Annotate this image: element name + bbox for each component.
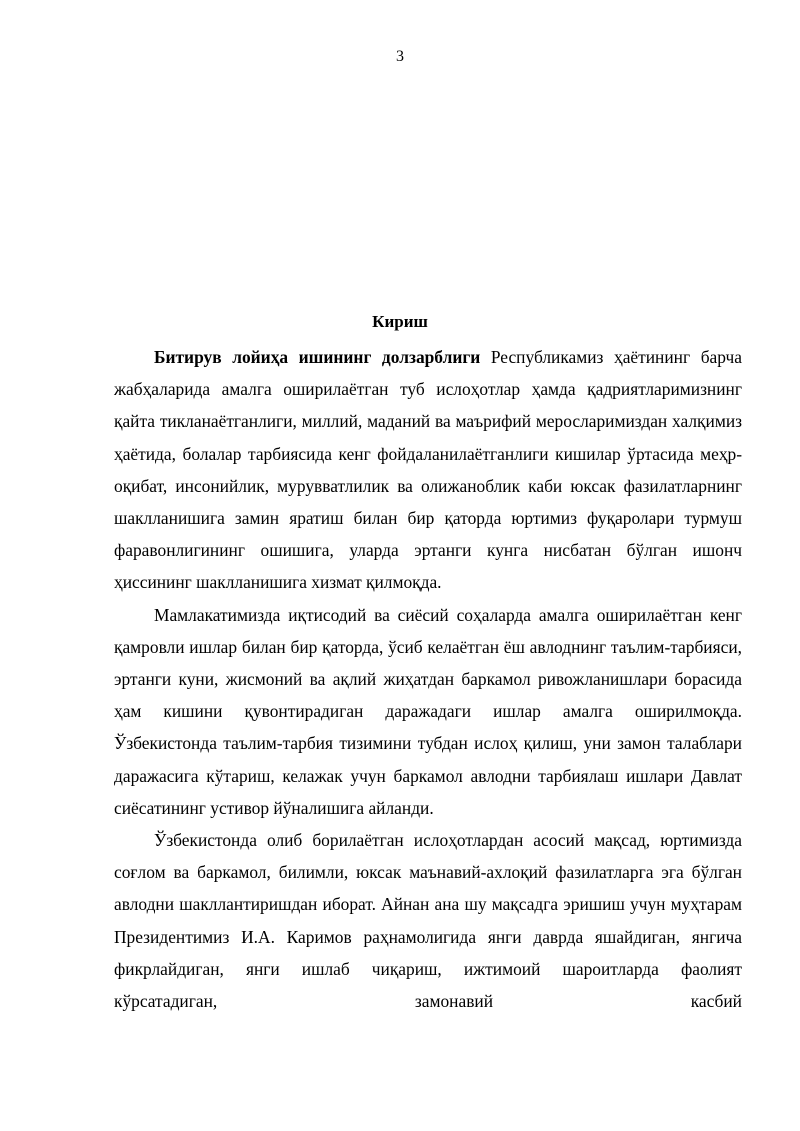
body-text: [114, 341, 742, 1017]
paragraph-text: Ўзбекистонда олиб борилаётган ислоҳотлардан асосий мақсад, юртимизда соғлом ва баркамол, билимли, юксак маънавий-ахлоқий фазилатларга эга бўлган авлодни шакллантиришдан иборат. Айнан ана шу мақсадга эришиш учун муҳтарам Президентимиз И.А. Каримов раҳнамолигида янги даврда яшайдиган, янгича фикрлайдиган, янги ишлаб чиқариш, ижтимоий шароитларда фаолият кўрсатадиган, замонавий касбий: [114, 830, 742, 1012]
paragraph: [114, 599, 742, 824]
page-number: 3: [396, 48, 404, 65]
paragraph-text: Республикамиз ҳаётининг барча жабҳаларида амалга оширилаётган туб ислоҳотлар ҳамда қадриятларимизнинг қайта тикланаётганлиги, миллий, маданий ва маърифий меросларимиздан халқимиз ҳаётида, болалар тарбиясида кенг фойдаланилаётганлиги кишилар ўртасида меҳр-оқибат, инсонийлик, мурувватлилик ва олижаноблик каби юксак фазилатларнинг шаклланишига замин яратиш билан бир қаторда юртимиз фуқаролари турмуш фаравонлигининг ошишига, уларда эртанги кунга нисбатан бўлган ишонч ҳиссининг шаклланишига хизмат қилмоқда.: [114, 347, 742, 593]
paragraph-lead: Битирув лойиҳа ишининг долзарблиги: [154, 347, 481, 367]
paragraph: [114, 824, 742, 1017]
paragraph-text: Мамлакатимизда иқтисодий ва сиёсий соҳаларда амалга оширилаётган кенг қамровли ишлар билан бир қаторда, ўсиб келаётган ёш авлоднинг таълим-тарбияси, эртанги куни, жисмоний ва ақлий жиҳатдан баркамол ривожланишлари борасида ҳам кишини қувонтирадиган даражадаги ишлар амалга оширилмоқда. Ўзбекистонда таълим-тарбия тизимини тубдан ислоҳ қилиш, уни замон талаблари даражасига кўтариш, келажак учун баркамол авлодни тарбиялаш ишлари Давлат сиёсатининг устивор йўналишига айланди.: [114, 604, 742, 818]
section-heading: Кириш: [372, 312, 428, 331]
paragraph: [114, 341, 742, 599]
